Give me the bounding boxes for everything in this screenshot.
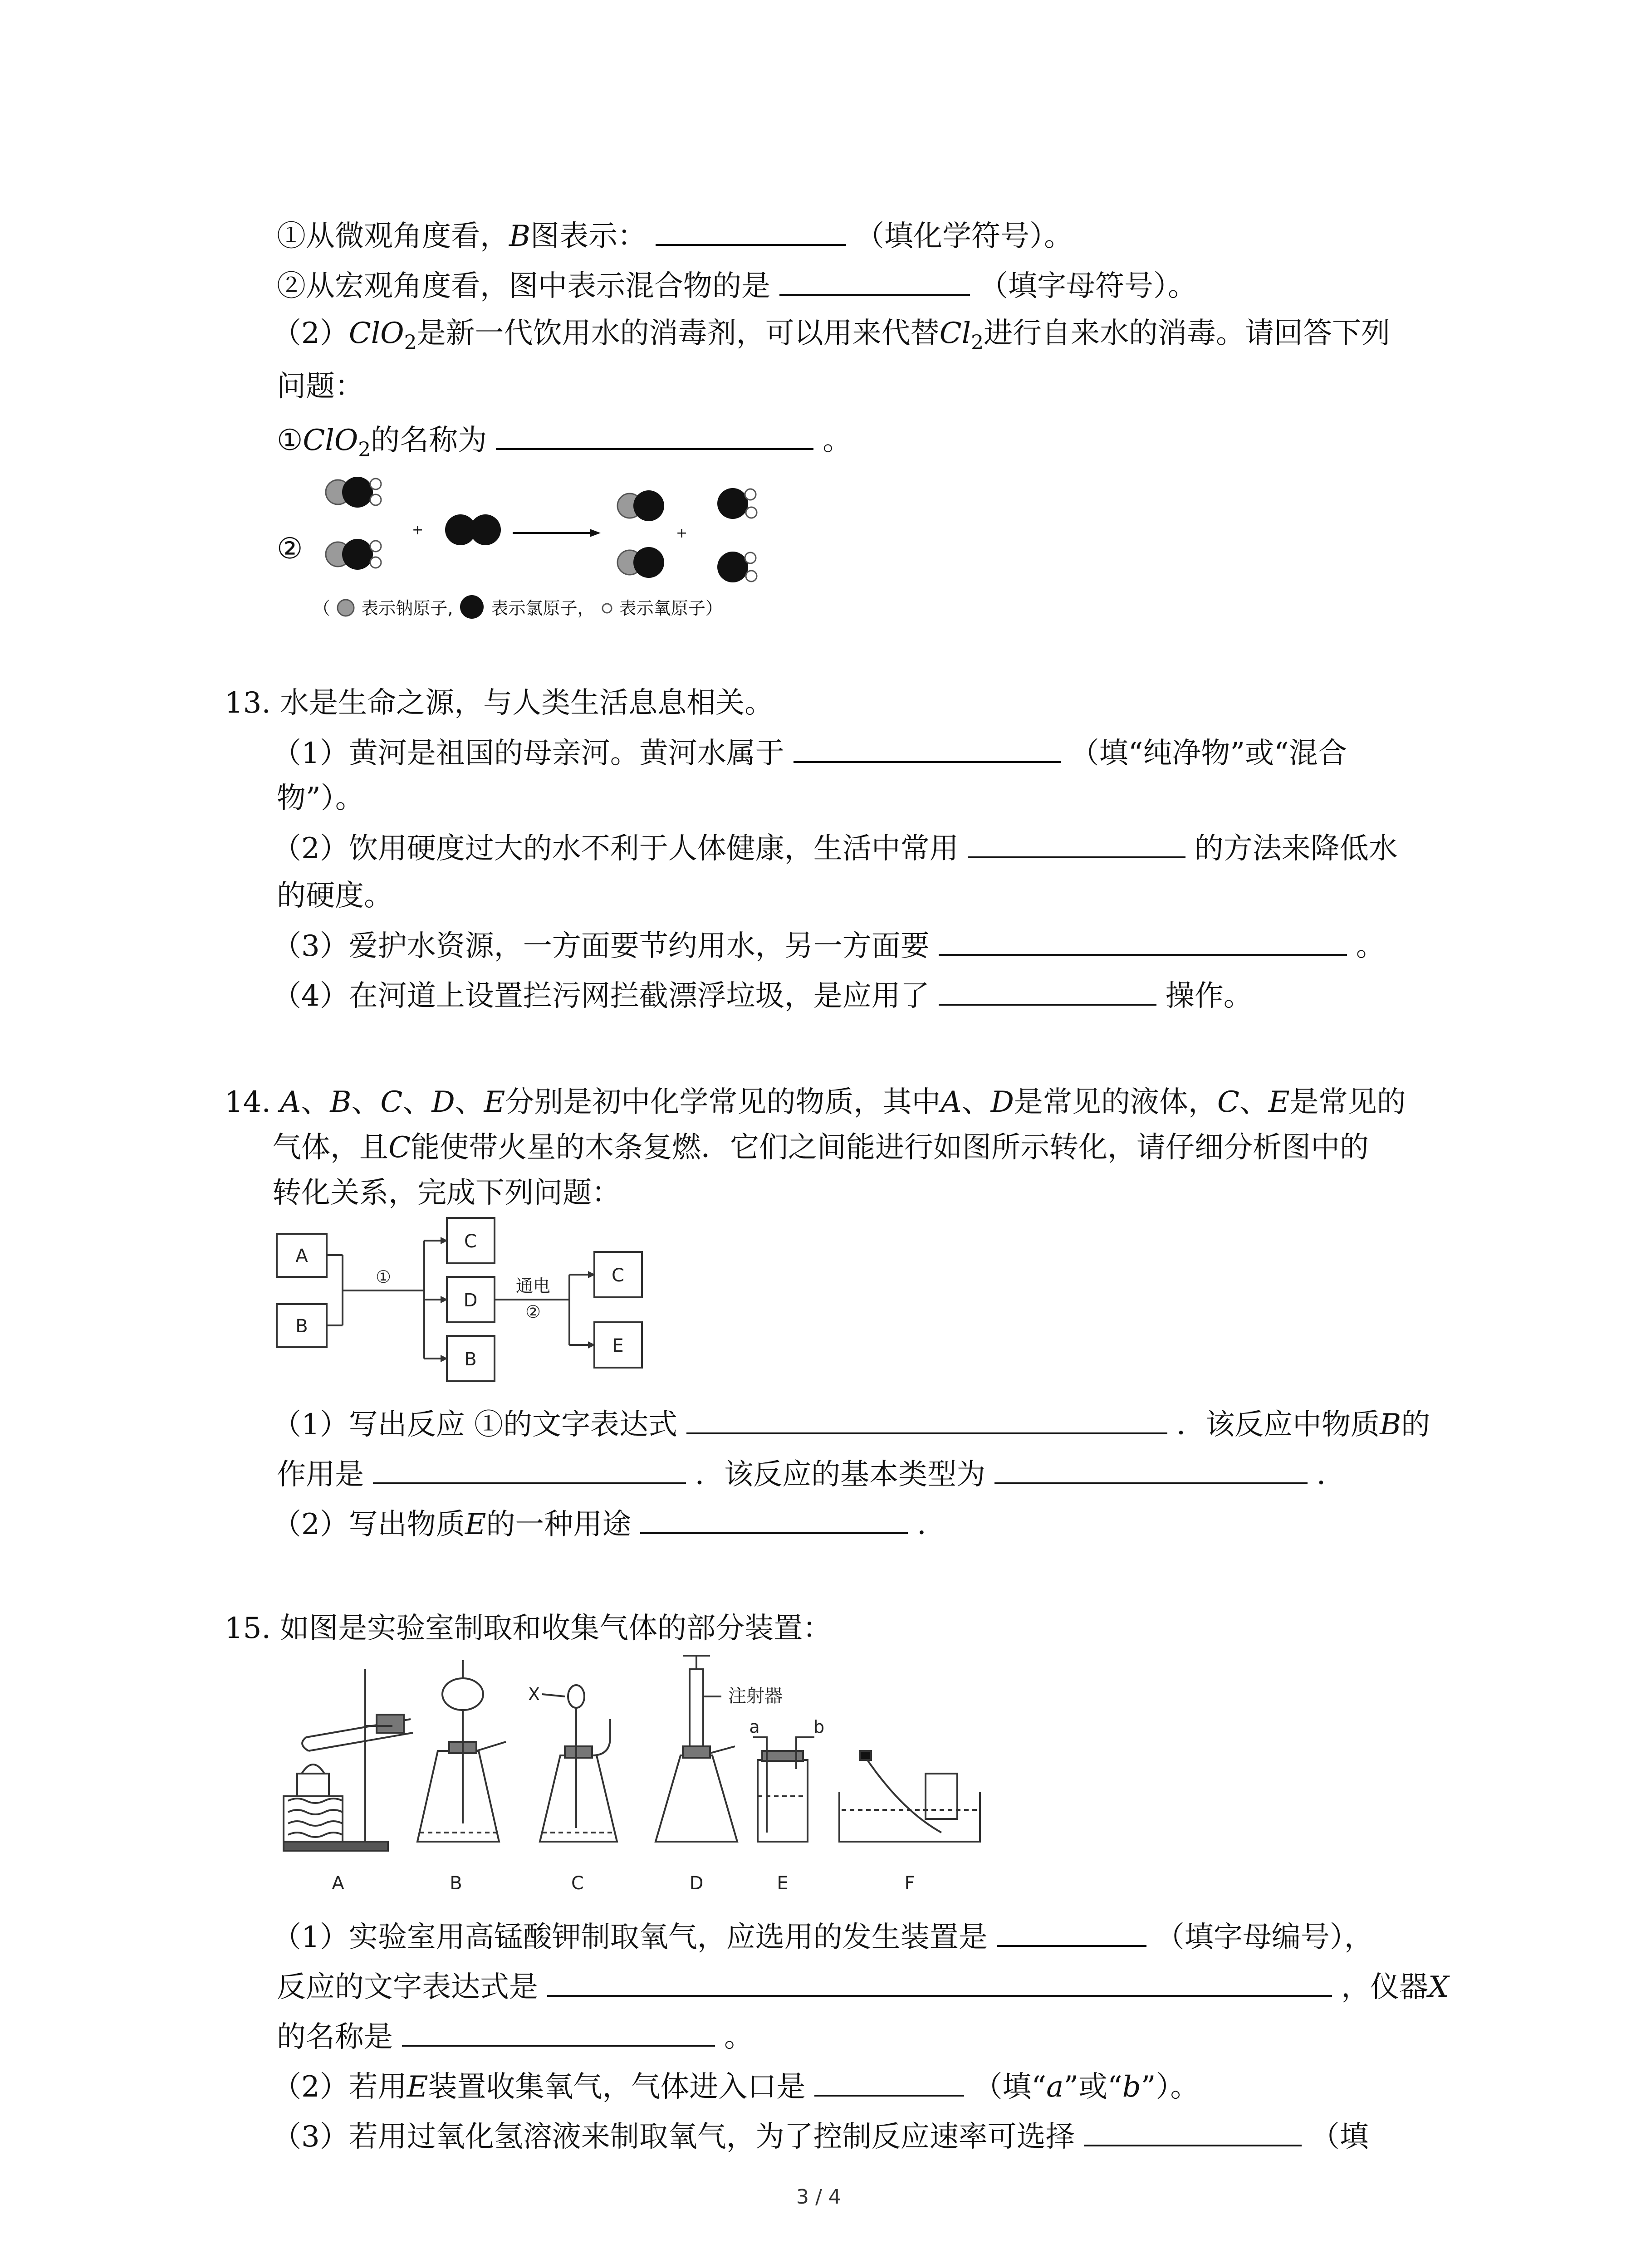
node-A: A <box>295 1246 308 1266</box>
q13-p3-post: 。 <box>1356 929 1385 963</box>
apparatus-label-C: C <box>571 1873 584 1894</box>
q14-text: 能使带火星的木条复燃．它们之间能进行如图所示转化，请仔细分析图中的 <box>410 1131 1369 1164</box>
answer-blank[interactable] <box>1084 2118 1302 2146</box>
q12-clo2: ClO <box>348 317 404 350</box>
q13-p2-cont: 的硬度。 <box>277 879 393 913</box>
q12-name-mid: 的名称为 <box>371 424 487 457</box>
q12-cl2-sub: 2 <box>971 331 984 354</box>
q13-p1-cont: 物”）。 <box>277 782 364 815</box>
q15-p2-pre: （2）若用 <box>272 2070 407 2104</box>
q12-part2-cont: 问题： <box>277 370 364 403</box>
q12-part2-line <box>272 315 1390 361</box>
q14-p2-pre: （2）写出物质 <box>272 1508 465 1541</box>
apparatus-label-B: B <box>450 1873 462 1894</box>
answer-blank[interactable] <box>968 830 1185 858</box>
apparatus-B <box>417 1660 506 1842</box>
q15-p1-cont2 <box>277 2019 753 2055</box>
q15-p2-post3: ”）。 <box>1141 2070 1200 2104</box>
q14-p1-cont <box>277 1456 1346 1493</box>
q14-stem-1 <box>225 1084 1406 1120</box>
q14-sep: 、 <box>402 1085 432 1119</box>
answer-blank[interactable] <box>402 2019 715 2047</box>
plus-sign: + <box>412 522 424 538</box>
page-number: 3 / 4 <box>796 2185 841 2209</box>
node-B2: B <box>464 1349 477 1370</box>
q14-sep: 、 <box>455 1085 484 1119</box>
q14-p1 <box>272 1406 1430 1443</box>
q12-name-pre: ① <box>277 424 303 457</box>
q14-num: 14. <box>225 1085 280 1119</box>
node-C2: C <box>612 1265 624 1286</box>
q15-var-b: b <box>1122 2070 1141 2104</box>
q14-var: D <box>431 1085 455 1119</box>
q15-stem: 15. 如图是实验室制取和收集气体的部分装置： <box>225 1612 832 1645</box>
q14-var: D <box>990 1085 1014 1119</box>
q14-p1c-post: ． <box>1317 1458 1346 1491</box>
answer-blank[interactable] <box>686 1406 1167 1434</box>
node-E: E <box>612 1335 624 1356</box>
q14-sep: 、 <box>351 1085 381 1119</box>
q12-name-clo2-sub: 2 <box>358 438 371 461</box>
q14-var: A <box>941 1085 962 1119</box>
nacl-molecule <box>617 490 664 521</box>
clo2-molecule <box>717 488 757 519</box>
answer-blank[interactable] <box>814 2068 964 2097</box>
q14-var: B <box>1380 1408 1401 1442</box>
q15-p2-post2: ”或“ <box>1063 2070 1122 2104</box>
q12-micro-pre: ①从微观角度看， <box>277 220 509 253</box>
q14-sep: 、 <box>301 1085 330 1119</box>
q15-var-E: E <box>407 2070 428 2104</box>
q14-flow-diagram <box>274 1216 683 1406</box>
q14-sep: 、 <box>1239 1085 1269 1119</box>
q14-sep: 、 <box>961 1085 991 1119</box>
apparatus-label-D: D <box>689 1873 704 1894</box>
instrument-X-label: X <box>528 1684 540 1704</box>
answer-blank[interactable] <box>994 1456 1308 1484</box>
q13-p3 <box>272 928 1385 964</box>
q12-reaction-diagram <box>318 472 862 603</box>
q14-p1c-pre: 作用是 <box>277 1458 364 1491</box>
q15-p3-post: （填 <box>1310 2120 1369 2154</box>
answer-blank[interactable] <box>779 268 970 296</box>
q12-macro-pre: ②从宏观角度看，图中表示混合物的是 <box>277 269 770 303</box>
q13-p3-pre: （3）爱护水资源，一方面要节约用水，另一方面要 <box>272 929 930 963</box>
q12-macro-line <box>277 268 1197 304</box>
syringe-label: 注射器 <box>728 1686 783 1706</box>
q14-p1c-mid: ．该反应的基本类型为 <box>695 1458 985 1491</box>
q14-p1-mid: ．该反应中物质 <box>1176 1408 1380 1442</box>
q15-p1-cont <box>277 1969 1449 2005</box>
q15-p3 <box>272 2118 1369 2155</box>
q13-p1-post: （填“纯净物”或“混合 <box>1070 737 1347 770</box>
inlet-a-label: a <box>749 1717 760 1737</box>
q12-clo2-sub: 2 <box>404 331 417 354</box>
legend-open: （ <box>313 598 331 618</box>
q14-p2-post: ． <box>917 1508 946 1541</box>
reaction-2-label: ② <box>525 1302 541 1322</box>
q14-var: E <box>1268 1085 1290 1119</box>
q14-text: 气体，且 <box>272 1131 388 1164</box>
apparatus-label-E: E <box>777 1873 789 1894</box>
naclo2-molecule <box>326 539 381 570</box>
q14-text: 是常见的液体， <box>1014 1085 1217 1119</box>
q15-apparatus-figure <box>274 1651 1046 1905</box>
sodium-atom-icon <box>336 598 356 618</box>
q13-p2-post: 的方法来降低水 <box>1194 832 1398 865</box>
q12-name-line <box>277 422 852 468</box>
q12-name-post: 。 <box>823 424 852 457</box>
q12-cl2: Cl <box>939 317 971 350</box>
q14-var: C <box>380 1085 403 1119</box>
q14-p2 <box>272 1506 946 1543</box>
q12-diagram-label: ② <box>277 532 303 566</box>
node-C: C <box>464 1231 477 1252</box>
answer-blank[interactable] <box>373 1456 686 1484</box>
answer-blank[interactable] <box>640 1506 908 1534</box>
answer-blank[interactable] <box>939 928 1347 956</box>
q15-var-X: X <box>1428 1970 1449 2004</box>
q14-var: C <box>1217 1085 1239 1119</box>
node-D: D <box>463 1290 478 1311</box>
apparatus-C <box>540 1685 617 1842</box>
q12-part2-mid: 是新一代饮用水的消毒剂，可以用来代替 <box>416 317 940 350</box>
q15-p1c2-pre: 的名称是 <box>277 2020 393 2054</box>
q13-p1-pre: （1）黄河是祖国的母亲河。黄河水属于 <box>272 737 784 770</box>
clo2-molecule <box>717 552 757 582</box>
legend-na: 表示钠原子, <box>361 598 453 618</box>
q14-var: A <box>280 1085 301 1119</box>
inlet-b-label: b <box>813 1717 825 1737</box>
q14-p1-post: 的 <box>1401 1408 1430 1442</box>
q14-p2-mid: 的一种用途 <box>486 1508 632 1541</box>
q12-part2-post: 进行自来水的消毒。请回答下列 <box>984 317 1391 350</box>
q12-micro-line <box>277 218 1073 254</box>
reaction-arrow <box>513 529 601 537</box>
q12-macro-post: （填字母符号）。 <box>979 269 1197 303</box>
q15-p1c-pre: 反应的文字表达式是 <box>277 1970 538 2004</box>
q13-p1 <box>272 735 1347 772</box>
answer-blank[interactable] <box>939 978 1156 1006</box>
q15-var-a: a <box>1046 2070 1064 2104</box>
q12-micro-B: B <box>509 220 531 253</box>
q13-p4-post: 操作。 <box>1165 979 1253 1013</box>
q14-stem-3: 转化关系，完成下列问题： <box>272 1176 621 1210</box>
q13-stem: 13. 水是生命之源，与人类生活息息相关。 <box>225 686 774 720</box>
nacl-molecule <box>617 547 664 578</box>
chlorine-atom-icon <box>458 594 485 620</box>
apparatus-E <box>753 1737 814 1842</box>
q13-p4 <box>272 978 1253 1014</box>
reaction-1-label: ① <box>375 1267 392 1287</box>
q14-stem-2 <box>272 1129 1369 1166</box>
answer-blank[interactable] <box>997 1919 1146 1947</box>
node-B: B <box>295 1316 308 1337</box>
q15-p1-pre: （1）实验室用高锰酸钾制取氧气，应选用的发生装置是 <box>272 1921 988 1954</box>
plus-sign: + <box>676 525 688 541</box>
oxygen-atom-icon <box>600 601 614 615</box>
q15-p1 <box>272 1919 1373 1955</box>
q15-p1-post: （填字母编号）， <box>1155 1921 1373 1954</box>
q14-var: E <box>484 1085 505 1119</box>
apparatus-label-F: F <box>904 1873 915 1894</box>
answer-blank[interactable] <box>496 422 813 450</box>
q15-p2-mid: 装置收集氧气，气体进入口是 <box>428 2070 806 2104</box>
answer-blank[interactable] <box>547 1969 1332 1997</box>
answer-blank[interactable] <box>656 218 846 246</box>
apparatus-label-A: A <box>332 1873 344 1894</box>
q15-p1c2-post: 。 <box>724 2020 753 2054</box>
cl2-molecule <box>445 514 501 545</box>
q14-var: E <box>465 1508 486 1541</box>
answer-blank[interactable] <box>794 735 1061 763</box>
q13-p4-pre: （4）在河道上设置拦污网拦截漂浮垃圾，是应用了 <box>272 979 930 1013</box>
apparatus-D <box>656 1656 737 1842</box>
q13-p2 <box>272 830 1398 867</box>
q12-name-clo2: ClO <box>303 424 358 457</box>
q14-text: 是常见的 <box>1289 1085 1406 1119</box>
electrolysis-label: 通电 <box>515 1276 551 1296</box>
naclo2-molecule <box>326 477 381 508</box>
q14-p1-pre: （1）写出反应 ①的文字表达式 <box>272 1408 678 1442</box>
legend-cl: 表示氯原子， <box>491 598 595 618</box>
q12-part2-pre: （2） <box>272 317 349 350</box>
q15-p1c-mid: ，仪器 <box>1341 1970 1428 2004</box>
q12-legend <box>313 594 723 622</box>
q12-micro-post: （填化学符号）。 <box>855 220 1073 253</box>
apparatus-F <box>839 1751 980 1842</box>
q15-p3-pre: （3）若用过氧化氢溶液来制取氧气，为了控制反应速率可选择 <box>272 2120 1075 2154</box>
q12-micro-mid: 图表示： <box>530 220 647 253</box>
q14-var: C <box>388 1131 411 1164</box>
q14-var: B <box>330 1085 352 1119</box>
q15-p2 <box>272 2068 1199 2105</box>
legend-o: 表示氧原子） <box>619 598 723 618</box>
q14-text: 分别是初中化学常见的物质，其中 <box>505 1085 941 1119</box>
q15-p2-post1: （填“ <box>973 2070 1047 2104</box>
q13-p2-pre: （2）饮用硬度过大的水不利于人体健康，生活中常用 <box>272 832 959 865</box>
apparatus-A <box>284 1669 413 1851</box>
